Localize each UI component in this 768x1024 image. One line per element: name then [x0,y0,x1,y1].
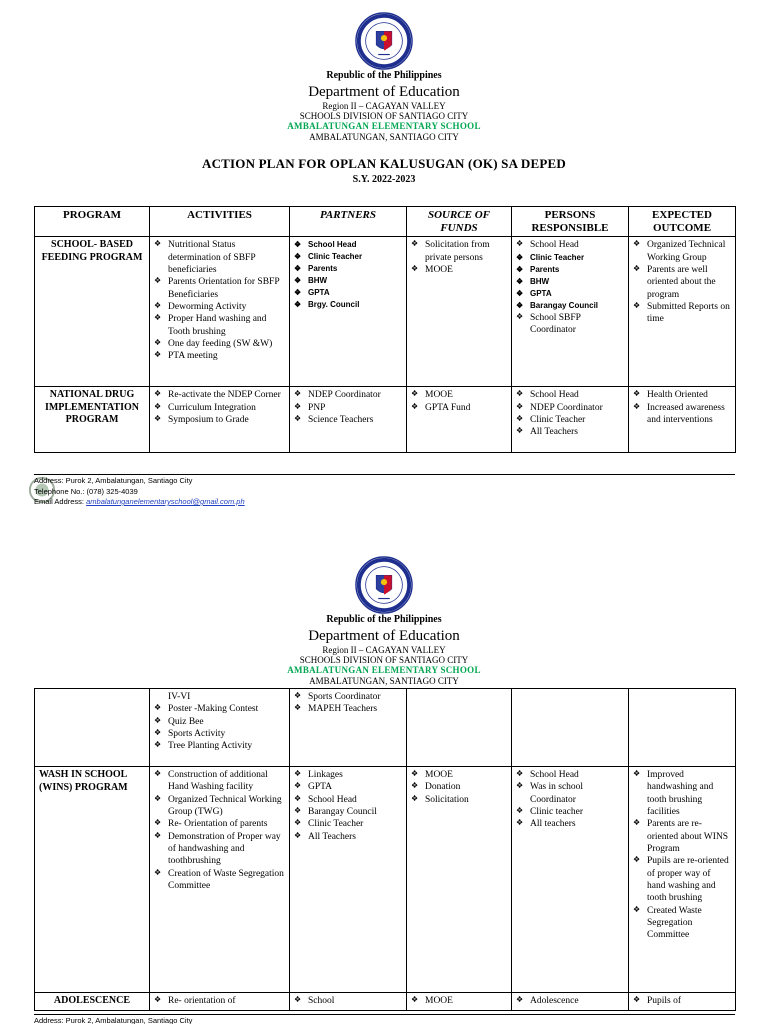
partners-cell [290,767,407,993]
list-item: ❖ School [294,995,402,1007]
partners-cell [290,387,407,453]
activities-cell [150,993,290,1011]
list-item: ❖ BHW [294,275,402,287]
bullet-list [516,995,624,1007]
program-cell: NATIONAL DRUG IMPLEMENTATION PROGRAM [35,387,150,453]
list-item: ❖ School Head [516,389,624,401]
list-item: ❖ Parents [516,264,624,276]
page-footer [0,474,768,506]
table-row [35,689,736,767]
list-item: ❖ Submitted Reports on time [633,301,731,326]
list-item: ❖ MOOE [411,769,507,781]
partners-cell [290,237,407,387]
footer-address: Address: Purok 2, Ambalatungan, Santiago City [34,1016,193,1024]
bullet-list [154,389,285,426]
footer-telephone: Telephone No.: (078) 325-4039 [34,486,138,496]
list-item: ❖ Barangay Council [294,806,402,818]
bullet-list [633,995,731,1007]
column-header-program: PROGRAM [35,207,150,237]
list-item: ❖ Clinic Teacher [516,252,624,264]
bullet-list [294,389,402,426]
republic-label: Republic of the Philippines [326,614,442,625]
list-item: ❖ School Head [516,239,624,251]
funds-cell [407,689,512,767]
table-row [35,237,736,387]
list-item: ❖ Re- Orientation of parents [154,818,285,830]
bullet-list [411,995,507,1007]
list-item: ❖ All Teachers [516,426,624,438]
list-item: ❖ Construction of additional Hand Washing facility [154,769,285,794]
footer-email-line [34,497,245,508]
list-item: ❖ Solicitation [411,794,507,806]
partners-cell [290,993,407,1011]
list-item: ❖ One day feeding (SW &W) [154,338,285,350]
list-item: ❖ Parents [294,263,402,275]
bullet-list [154,239,285,362]
funds-cell [407,767,512,993]
outcome-cell [629,237,736,387]
column-header-outcome: EXPECTED OUTCOME [629,207,736,237]
list-item: ❖ GPTA Fund [411,402,507,414]
partners-cell [290,689,407,767]
list-item: ❖ PTA meeting [154,350,285,362]
list-item: ❖ Linkages [294,769,402,781]
bullet-list [294,995,402,1007]
list-item: ❖ BHW [516,276,624,288]
outcome-cell [629,689,736,767]
title-main: ACTION PLAN FOR OPLAN KALUSUGAN (OK) SA DEPED [202,156,566,171]
bullet-list [411,389,507,414]
deped-seal-icon [355,556,413,614]
persons-cell [512,993,629,1011]
page-footer [0,1014,768,1024]
table-row [35,387,736,453]
school-address: AMBALATUNGAN, SANTIAGO CITY [309,131,459,142]
letterhead [0,614,768,686]
school-name: AMBALATUNGAN ELEMENTARY SCHOOL [287,121,481,132]
list-item: ❖ Was in school Coordinator [516,781,624,806]
footer-contact [34,476,245,508]
bullet-list [154,769,285,892]
list-item: ❖ GPTA [294,287,402,299]
list-item: ❖ MOOE [411,264,507,276]
column-header-funds: SOURCE OF FUNDS [407,207,512,237]
list-item: ❖ Clinic teacher [516,806,624,818]
list-item: ❖ MOOE [411,389,507,401]
footer-contact [34,1016,192,1024]
column-header-activities: ACTIVITIES [150,207,290,237]
program-cell: WASH IN SCHOOL (WINS) PROGRAM [35,767,150,993]
list-item: ❖ GPTA [294,781,402,793]
school-name: AMBALATUNGAN ELEMENTARY SCHOOL [287,665,481,676]
list-item: ❖ NDEP Coordinator [516,402,624,414]
footer-address: Address: Purok 2, Ambalatungan, Santiago City [34,476,193,485]
table-header-row [35,207,736,237]
list-item: ❖ Proper Hand washing and Tooth brushing [154,313,285,338]
list-item: ❖ Solicitation from private persons [411,239,507,264]
bullet-list [633,239,731,325]
program-cell: ADOLESCENCE [35,993,150,1011]
bullet-list [516,389,624,438]
department-name: Department of Education [308,83,460,100]
division-label: SCHOOLS DIVISION OF SANTIAGO CITY [299,655,469,666]
outcome-cell [629,387,736,453]
list-item: ❖ Clinic Teacher [294,818,402,830]
outcome-cell [629,767,736,993]
list-item: ❖ School SBFP Coordinator [516,312,624,337]
action-plan-table-continued [34,688,736,1011]
division-label: SCHOOLS DIVISION OF SANTIAGO CITY [299,111,469,122]
activities-cell [150,767,290,993]
list-item: ❖ Deworming Activity [154,301,285,313]
document-title [0,156,768,185]
list-item: ❖ Donation [411,781,507,793]
bullet-list [411,239,507,276]
list-item: ❖ Parents are re-oriented about WINS Program [633,818,731,855]
list-item: ❖ All teachers [516,818,624,830]
list-item: ❖ Parents Orientation for SBFP Beneficiaries [154,276,285,301]
list-item: ❖ PNP [294,402,402,414]
list-item: ❖ Brgy. Council [294,299,402,311]
list-item: ❖ NDEP Coordinator [294,389,402,401]
bullet-list [294,769,402,843]
list-item: ❖ Tree Planting Activity [154,740,285,752]
activities-cell [150,237,290,387]
list-item: ❖ Clinic Teacher [516,414,624,426]
column-header-persons: PERSONS RESPONSIBLE [512,207,629,237]
bullet-list [633,769,731,942]
list-item: ❖ Demonstration of Proper way of handwashing and toothbrushing [154,831,285,868]
table-row [35,993,736,1011]
school-address: AMBALATUNGAN, SANTIAGO CITY [309,675,459,686]
list-item: ❖ Organized Technical Working Group (TWG) [154,794,285,819]
list-item: ❖ Pupils of [633,995,731,1007]
list-item: ❖ Pupils are re-oriented of proper way of hand washing and tooth brushing [633,855,731,904]
list-item: ❖ MOOE [411,995,507,1007]
list-item: ❖ Created Waste Segregation Committee [633,905,731,942]
list-item: ❖ Increased awareness and interventions [633,402,731,427]
list-item: ❖ Quiz Bee [154,716,285,728]
table-row [35,767,736,993]
list-item: ❖ Parents are well oriented about the program [633,264,731,301]
persons-cell [512,237,629,387]
list-item: ❖ Clinic Teacher [294,251,402,263]
list-item: ❖ Health Oriented [633,389,731,401]
region-label: Region II – CAGAYAN VALLEY [322,644,446,655]
persons-cell [512,689,629,767]
list-item: ❖ Poster -Making Contest [154,703,285,715]
action-plan-table [34,206,736,453]
bullet-list [294,239,402,311]
list-item: ❖ MAPEH Teachers [294,703,402,715]
footer-divider [34,474,735,475]
list-item: ❖ Improved handwashing and tooth brushing facilities [633,769,731,818]
list-item: ❖ All Teachers [294,831,402,843]
list-item: ❖ Re- orientation of [154,995,285,1007]
bullet-list [294,691,402,716]
list-item: ❖ Organized Technical Working Group [633,239,731,264]
footer-email-label: Email Address: [34,497,87,506]
footer-email-link[interactable]: ambalatunganelementaryschool@gmail.com.ph [86,497,245,506]
list-item: ❖ Creation of Waste Segregation Committee [154,868,285,893]
bullet-list [516,239,624,336]
persons-cell [512,387,629,453]
republic-label: Republic of the Philippines [326,70,442,81]
list-item: ❖ Science Teachers [294,414,402,426]
funds-cell [407,387,512,453]
activities-cell [150,689,290,767]
funds-cell [407,993,512,1011]
bullet-list [411,769,507,806]
funds-cell [407,237,512,387]
region-label: Region II – CAGAYAN VALLEY [322,100,446,111]
list-item: ❖ Sports Coordinator [294,691,402,703]
list-item: ❖ Curriculum Integration [154,402,285,414]
department-name: Department of Education [308,627,460,644]
bullet-list [154,995,285,1007]
bullet-list [516,769,624,831]
column-header-partners: PARTNERS [290,207,407,237]
bullet-list [633,389,731,426]
letterhead [0,70,768,142]
school-year: S.Y. 2022-2023 [352,174,416,185]
activities-cell [150,387,290,453]
program-cell [35,689,150,767]
list-item: ❖ School Head [294,239,402,251]
list-item: ❖ School Head [516,769,624,781]
outcome-cell [629,993,736,1011]
persons-cell [512,767,629,993]
bullet-list [154,703,285,752]
list-item: ❖ Symposium to Grade [154,414,285,426]
program-cell: SCHOOL- BASED FEEDING PROGRAM [35,237,150,387]
document-page-1 [0,0,768,506]
list-item: ❖ Sports Activity [154,728,285,740]
activities-continued: IV-VI [168,692,191,702]
list-item: ❖ Barangay Council [516,300,624,312]
list-item: ❖ Re-activate the NDEP Corner [154,389,285,401]
list-item: ❖ Adolescence [516,995,624,1007]
document-page-2 [0,548,768,1024]
list-item: ❖ School Head [294,794,402,806]
footer-divider [34,1014,735,1015]
deped-seal-icon [355,12,413,70]
list-item: ❖ GPTA [516,288,624,300]
list-item: ❖ Nutritional Status determination of SBFP beneficiaries [154,239,285,276]
